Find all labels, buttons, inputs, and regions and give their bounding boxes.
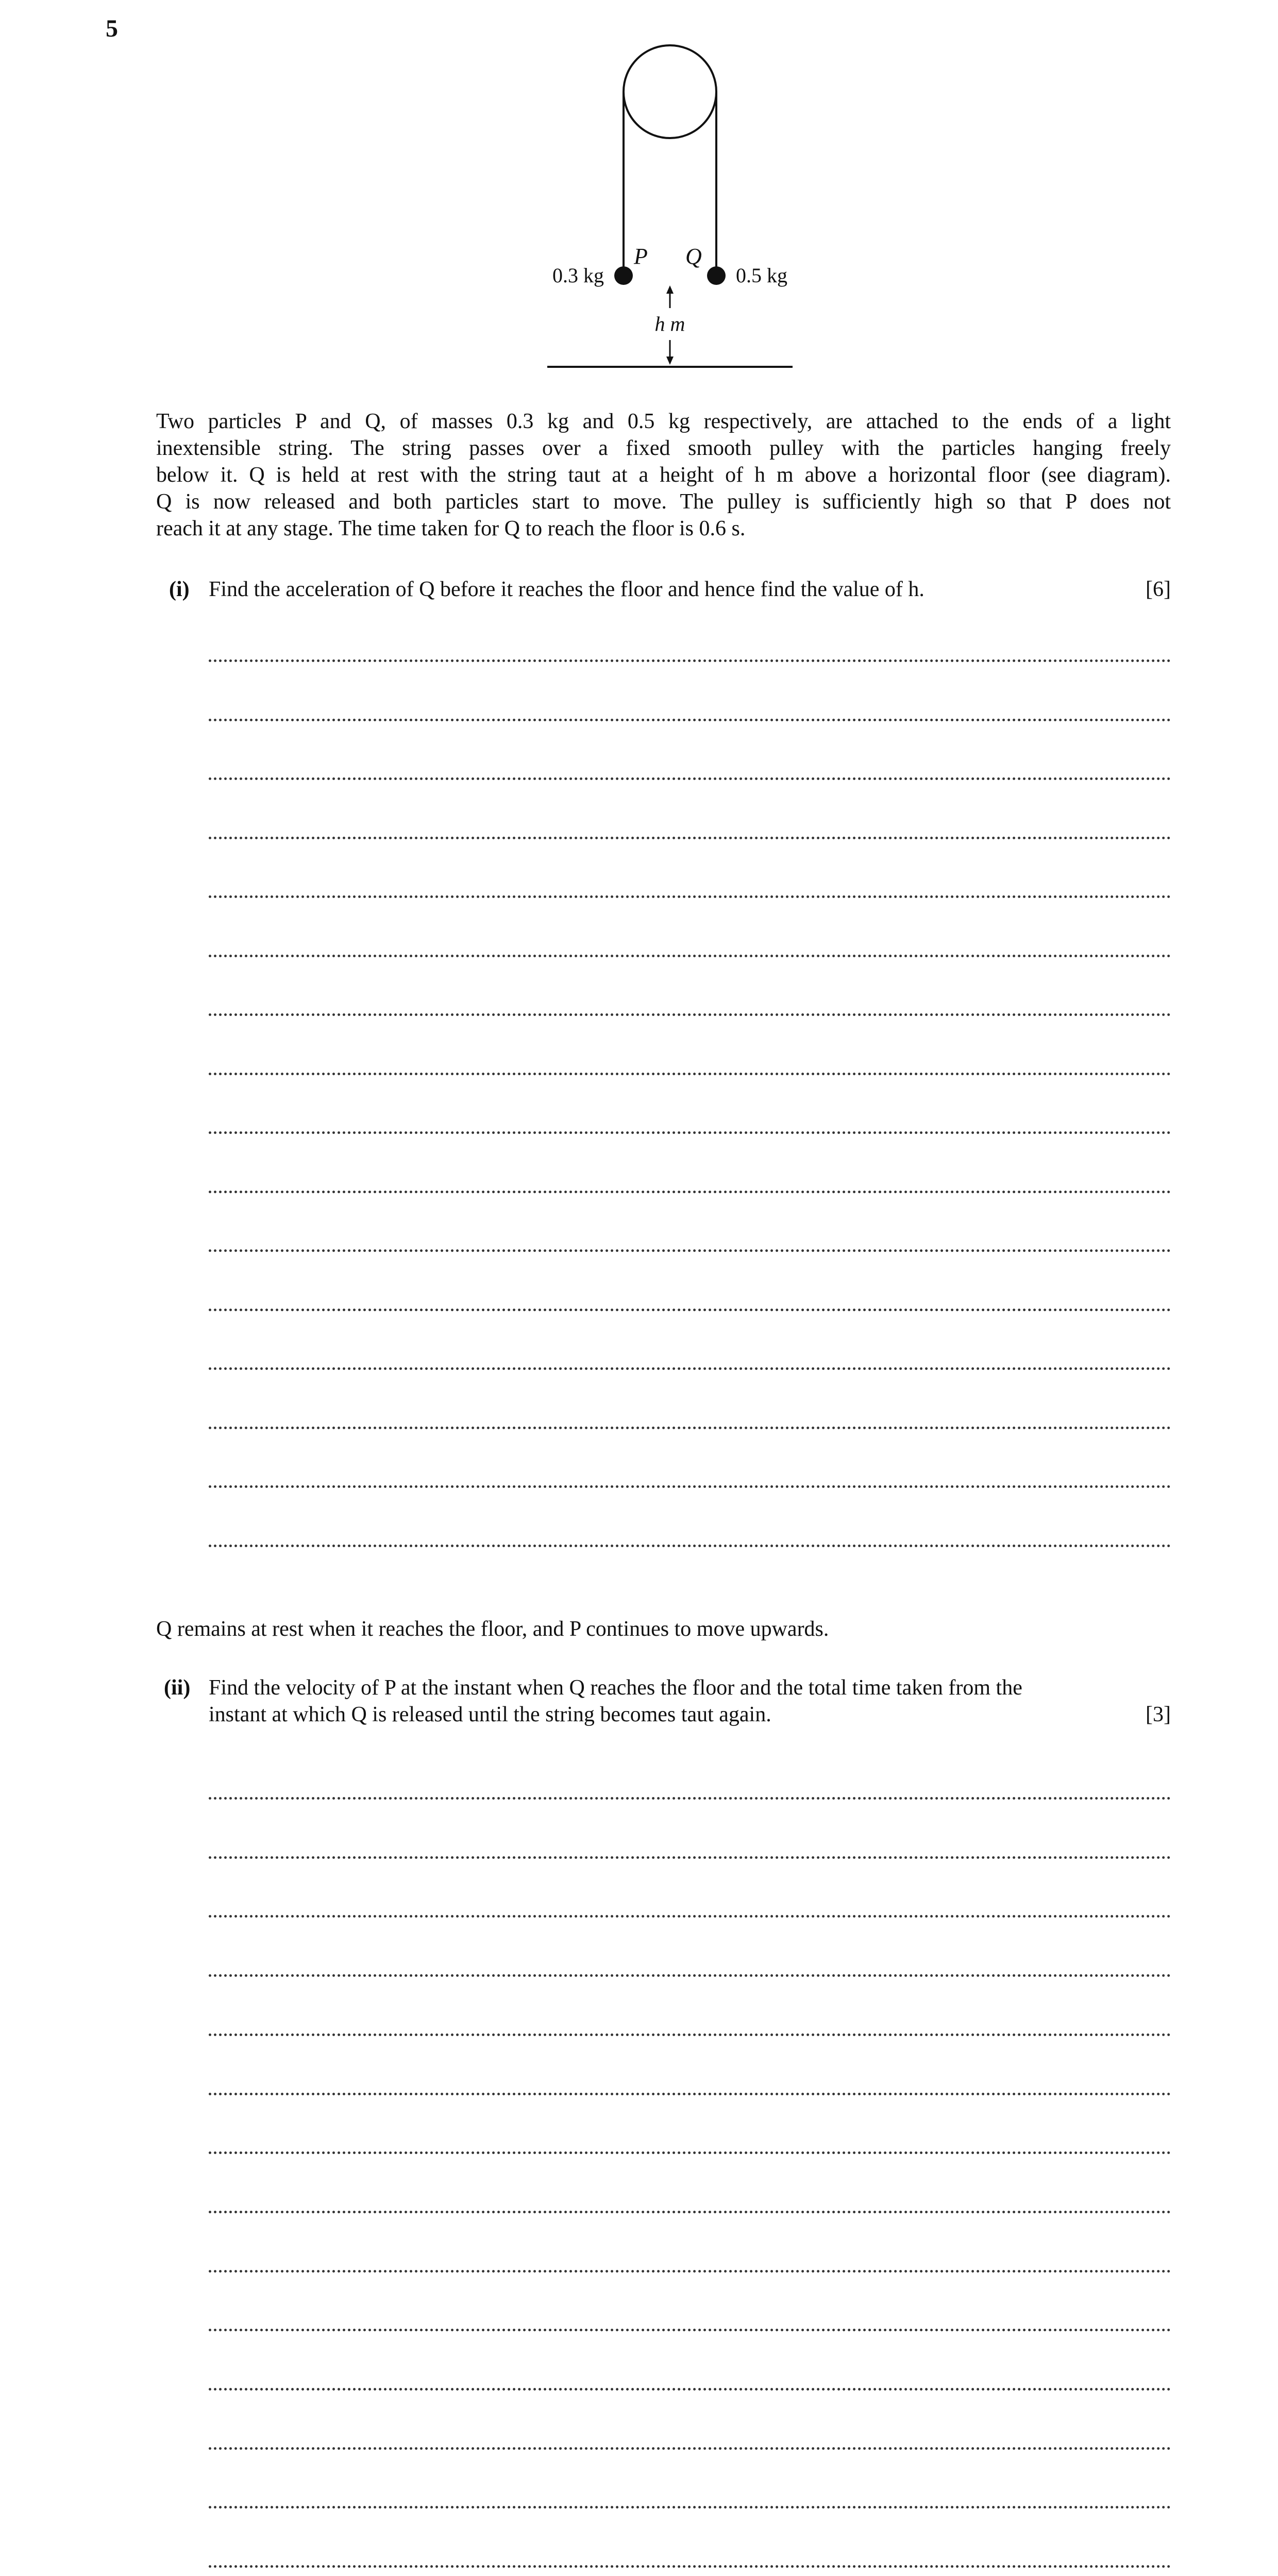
intro-line: Q is now released and both particles start to move. The pulley is sufficiently high so that P does not (156, 490, 1171, 514)
answer-line[interactable] (209, 2565, 1171, 2568)
answer-line[interactable] (209, 1797, 1171, 1800)
intro-line: reach it at any stage. The time taken for Q to reach the floor is 0.6 s. (156, 517, 746, 540)
intro-line: below it. Q is held at rest with the string taut at a height of h m above a horizontal floor (see diagram). (156, 463, 1171, 487)
answer-line[interactable] (209, 1856, 1171, 1859)
answer-line[interactable] (209, 2151, 1171, 2154)
height-label: h m (654, 312, 685, 335)
answer-line[interactable] (209, 659, 1171, 662)
particle-q (707, 266, 726, 285)
question-intro (156, 408, 1171, 542)
answer-line[interactable] (209, 2033, 1171, 2036)
label-p: P (634, 244, 648, 269)
part-ii-text-line-2: instant at which Q is released until the string becomes taut again. (209, 1703, 771, 1726)
answer-line[interactable] (209, 1191, 1171, 1193)
answer-line[interactable] (209, 1249, 1171, 1252)
answer-line[interactable] (209, 895, 1171, 898)
pulley-wheel (624, 45, 716, 138)
answer-line[interactable] (209, 2506, 1171, 2509)
interim-text: Q remains at rest when it reaches the floor, and P continues to move upwards. (156, 1617, 829, 1641)
answer-line[interactable] (209, 777, 1171, 780)
part-i-marks: [6] (1146, 578, 1171, 601)
particle-p (614, 266, 633, 285)
answer-line[interactable] (209, 2211, 1171, 2213)
mass-q: 0.5 kg (736, 264, 787, 287)
answer-line[interactable] (209, 2270, 1171, 2273)
answer-line[interactable] (209, 1545, 1171, 1547)
answer-line[interactable] (209, 1974, 1171, 1977)
part-i-label: (i) (169, 578, 190, 601)
answer-line[interactable] (209, 2447, 1171, 2450)
intro-line: inextensible string. The string passes over a fixed smooth pulley with the particles hanging freely (156, 436, 1171, 460)
mass-p: 0.3 kg (552, 264, 604, 287)
question-number: 5 (106, 15, 118, 42)
answer-line[interactable] (209, 1131, 1171, 1134)
answer-line[interactable] (209, 1485, 1171, 1488)
intro-line: Two particles P and Q, of masses 0.3 kg and 0.5 kg respectively, are attached to the ends of a light (156, 410, 1171, 433)
answer-line[interactable] (209, 2093, 1171, 2095)
answer-line[interactable] (209, 1367, 1171, 1370)
part-ii-marks: [3] (1146, 1703, 1171, 1726)
answer-line[interactable] (209, 1427, 1171, 1429)
label-q: Q (685, 244, 702, 269)
answer-line[interactable] (209, 1309, 1171, 1311)
answer-line[interactable] (209, 1915, 1171, 1918)
part-ii-text-line-1: Find the velocity of P at the instant when Q reaches the floor and the total time taken from the (209, 1676, 1022, 1700)
part-ii-label: (ii) (164, 1676, 191, 1700)
answer-line[interactable] (209, 1073, 1171, 1075)
answer-line[interactable] (209, 2329, 1171, 2331)
answer-line[interactable] (209, 719, 1171, 721)
pulley-diagram (0, 0, 1278, 392)
answer-line[interactable] (209, 955, 1171, 957)
answer-line[interactable] (209, 837, 1171, 839)
answer-line[interactable] (209, 1013, 1171, 1016)
part-i-text: Find the acceleration of Q before it reaches the floor and hence find the value of h. (209, 578, 924, 601)
answer-line[interactable] (209, 2388, 1171, 2391)
